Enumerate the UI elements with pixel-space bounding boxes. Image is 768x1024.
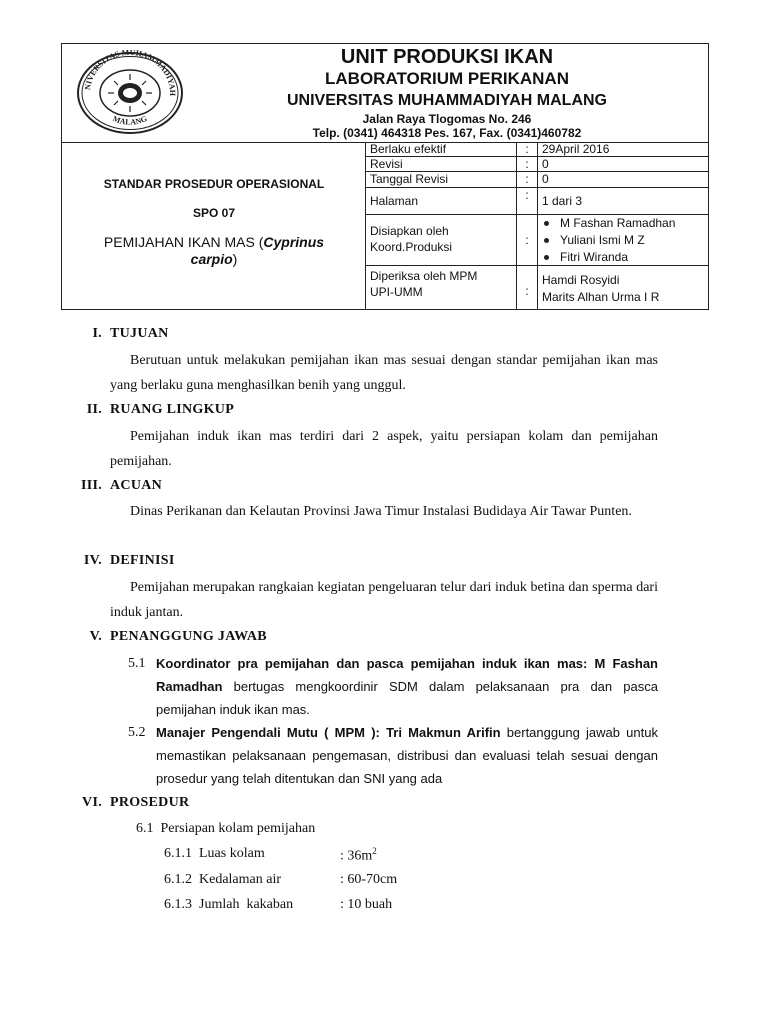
document-header-table — [61, 43, 709, 310]
procedure-value-text: : 36m — [340, 848, 373, 864]
list-item — [542, 249, 706, 266]
meta-key-checked-line2: UPI-UMM — [370, 285, 423, 299]
sop-title-cell — [62, 142, 366, 309]
meta-row — [366, 157, 708, 172]
paragraph-text: Pemijahan merupakan rangkaian kegiatan pengeluaran telur dari induk betina dan sperma dari induk jantan. — [110, 580, 658, 620]
responsibility-item — [128, 721, 658, 790]
meta-colon: : — [516, 142, 538, 156]
paragraph-text: Berutuan untuk melakukan pemijahan ikan mas sesuai dengan standar pemijahan ikan mas yang berlaku guna menghasilkan benih yang unggul. — [110, 353, 658, 393]
section-title: PROSEDUR — [110, 795, 190, 810]
meta-row — [366, 188, 708, 215]
meta-key-prepared-line2: Koord.Produksi — [370, 240, 453, 254]
section-text-reference — [110, 499, 658, 524]
item-bold-text: Manajer Pengendali Mutu ( MPM ): Tri Makmun Arifin — [156, 725, 501, 740]
bullet-icon — [544, 221, 549, 226]
meta-colon: : — [516, 157, 538, 171]
checked-name: Marits Alhan Urma I R — [542, 290, 660, 304]
meta-row — [366, 266, 708, 309]
section-text-scope — [110, 424, 658, 474]
section-heading-definition — [54, 553, 175, 569]
meta-key-checked-line1: Diperiksa oleh MPM — [370, 269, 478, 283]
section-number: V. — [89, 629, 102, 644]
section-heading-responsibility — [54, 629, 267, 645]
meta-colon: : — [516, 172, 538, 187]
section-number: VI. — [82, 795, 102, 810]
paragraph-text: Dinas Perikanan dan Kelautan Provinsi Jawa Timur Instalasi Budidaya Air Tawar Punten. — [130, 504, 632, 519]
procedure-key: 6.1.1 Luas kolam — [164, 846, 265, 861]
meta-key-page: Halaman — [370, 194, 419, 208]
unit-title: UNIT PRODUKSI IKAN — [340, 46, 554, 68]
item-bold-text: Koordinator pra pemijahan dan pasca pemijahan induk ikan mas: M Fashan Ramadhan — [156, 656, 658, 694]
procedure-value: : 10 buah — [340, 897, 393, 912]
section-heading-purpose — [54, 326, 169, 342]
section-heading-procedure — [54, 795, 189, 811]
meta-value-page: 1 dari 3 — [542, 194, 583, 208]
meta-colon: : — [516, 266, 538, 309]
checked-name: Hamdi Rosyidi — [542, 273, 620, 287]
section-text-definition — [110, 575, 658, 625]
meta-key-prepared-line1: Disiapkan oleh — [370, 224, 449, 238]
section-number: I. — [92, 326, 102, 341]
meta-key-revision-date: Tanggal Revisi — [370, 172, 449, 186]
sop-title-species-name: carpio — [190, 251, 233, 267]
procedure-key: 6.1.2 Kedalaman air — [164, 872, 282, 887]
sop-title-close: ) — [232, 251, 238, 267]
section-number: IV. — [83, 553, 102, 568]
sop-number: SPO 07 — [192, 206, 236, 220]
bullet-icon — [544, 255, 549, 260]
contact-line: Telp. (0341) 464318 Pes. 167, Fax. (0341)460782 — [312, 126, 582, 140]
procedure-row — [164, 872, 524, 892]
section-title: ACUAN — [110, 478, 163, 493]
svg-text:UNIVERSITAS MUHAMMADIYAH: NIVERSITAS MUHAMMADIYAH — [83, 50, 178, 97]
address-line: Jalan Raya Tlogomas No. 246 — [362, 112, 532, 126]
section-title: RUANG LINGKUP — [110, 402, 235, 417]
procedure-value — [340, 846, 377, 865]
bullet-icon — [544, 238, 549, 243]
section-title: TUJUAN — [110, 326, 169, 341]
section-number: III. — [80, 478, 102, 493]
institution-header — [62, 44, 708, 143]
meta-key-checked — [370, 268, 516, 300]
university-seal-icon — [72, 50, 188, 136]
procedure-value: : 60-70cm — [340, 872, 398, 887]
responsibility-item — [128, 652, 658, 721]
university-title: UNIVERSITAS MUHAMMADIYAH MALANG — [287, 92, 607, 109]
meta-colon: : — [516, 188, 538, 214]
svg-text:MALANG: MALANG — [111, 113, 149, 127]
section-title: PENANGGUNG JAWAB — [110, 629, 267, 644]
meta-value-effective: 29April 2016 — [542, 142, 610, 156]
meta-key-prepared — [370, 223, 516, 255]
section-heading-scope — [54, 402, 234, 418]
procedure-row — [164, 897, 524, 917]
sop-label: STANDAR PROSEDUR OPERASIONAL — [103, 177, 325, 191]
procedure-row — [164, 846, 524, 866]
sop-title-plain: PEMIJAHAN IKAN MAS ( — [103, 234, 264, 250]
item-text: bertanggung jawab untuk memastikan pelaksanaan pengemasan, distribusi dan evaluasi telah sesuai dengan prosedur yang telah ditentukan dan SNI yang ada — [156, 725, 658, 786]
meta-colon: : — [516, 215, 538, 265]
prepared-name: Fitri Wiranda — [560, 250, 629, 264]
superscript: 2 — [372, 846, 377, 856]
paragraph-text: Pemijahan induk ikan mas terdiri dari 2 aspek, yaitu persiapan kolam dan pemijahan pemijahan. — [110, 429, 658, 469]
sop-title-species-genus: Cyprinus — [263, 234, 325, 250]
meta-row — [366, 215, 708, 266]
meta-key-effective: Berlaku efektif — [370, 142, 447, 156]
meta-value-revision: 0 — [542, 157, 549, 171]
list-item — [542, 215, 706, 232]
item-number: 5.1 — [128, 656, 146, 671]
procedure-subheading: 6.1 Persiapan kolam pemijahan — [136, 821, 316, 836]
meta-value-prepared — [542, 215, 706, 266]
section-heading-reference — [54, 478, 162, 494]
item-number: 5.2 — [128, 725, 146, 740]
prepared-name: M Fashan Ramadhan — [560, 216, 676, 230]
section-title: DEFINISI — [110, 553, 175, 568]
lab-title: LABORATORIUM PERIKANAN — [325, 69, 569, 88]
section-text-purpose — [110, 348, 658, 398]
item-text: bertugas mengkoordinir SDM dalam pelaksanaan pra dan pasca pemijahan induk ikan mas. — [156, 679, 658, 717]
meta-row — [366, 142, 708, 157]
meta-value-revision-date: 0 — [542, 172, 549, 186]
section-number: II. — [86, 402, 102, 417]
list-item — [542, 232, 706, 249]
prepared-name: Yuliani Ismi M Z — [560, 233, 645, 247]
meta-row — [366, 172, 708, 188]
meta-value-checked — [542, 272, 706, 306]
meta-key-revision: Revisi — [370, 157, 403, 171]
procedure-key: 6.1.3 Jumlah kakaban — [164, 897, 294, 912]
sop-title — [66, 234, 362, 268]
